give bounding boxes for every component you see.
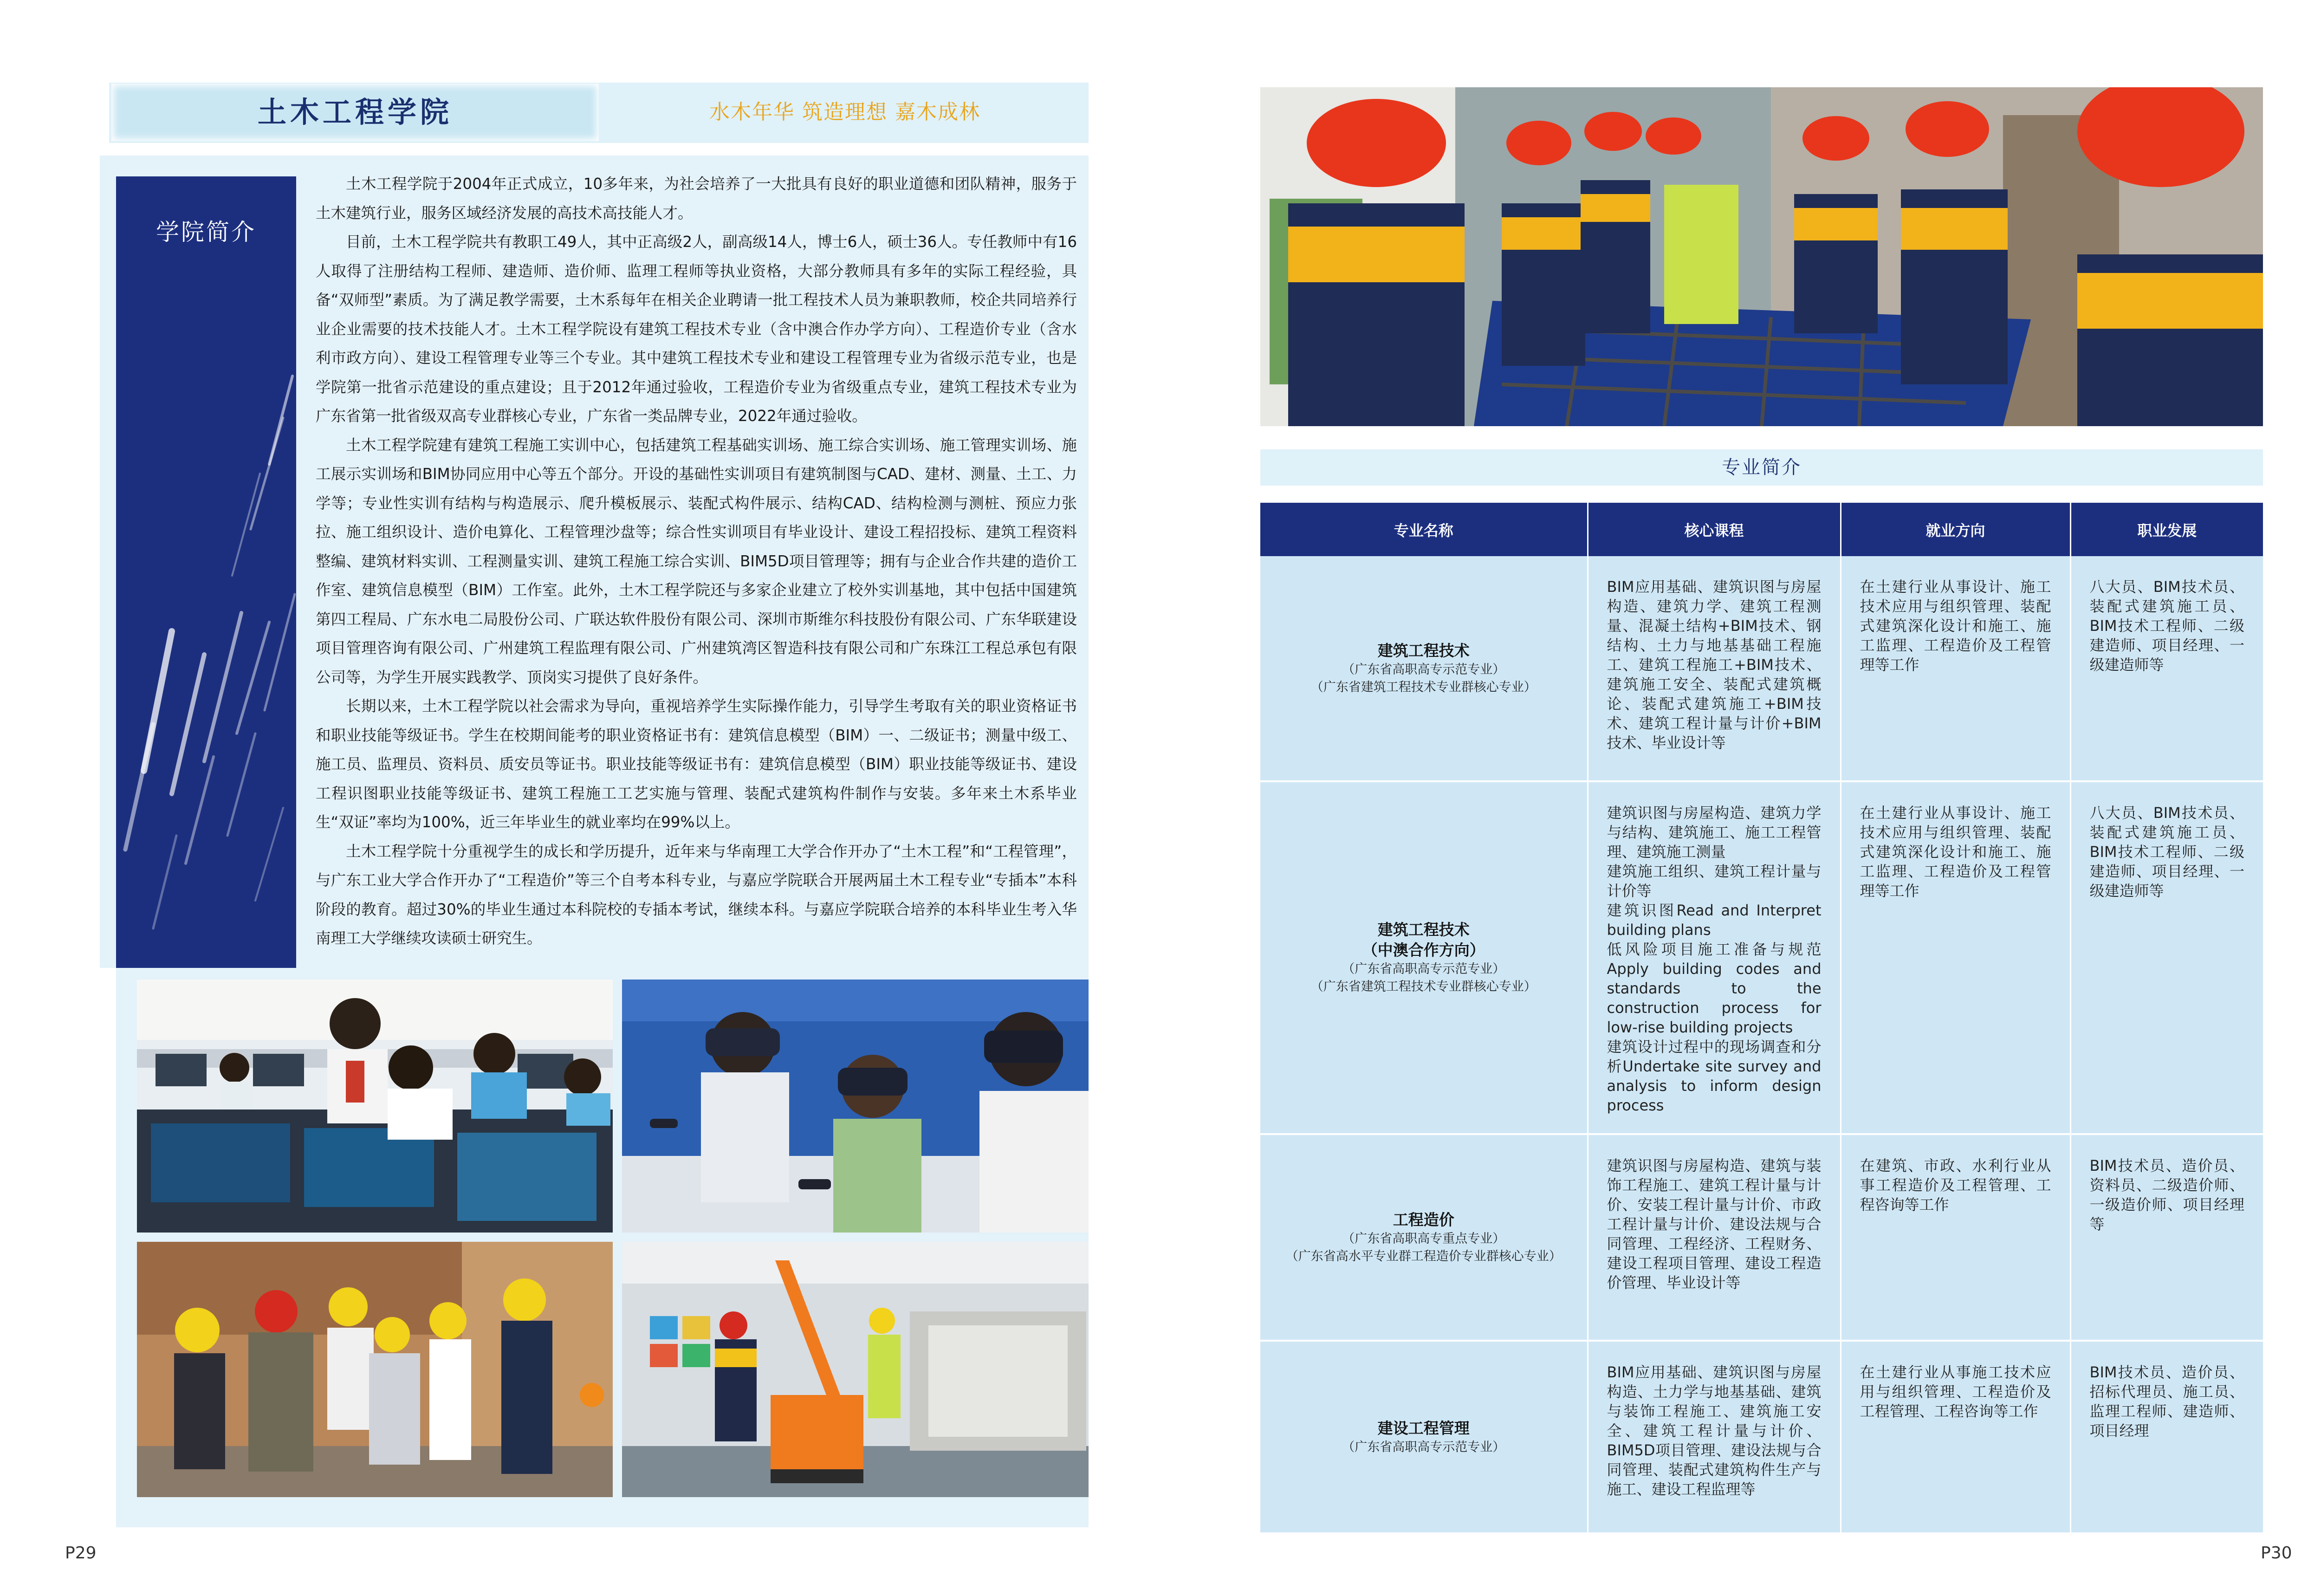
core-courses: 建筑施工组织、建筑工程计量与计价等 [1607,863,1822,900]
table-row [1260,556,2263,781]
major-note: （广东省建筑工程技术专业群核心专业） [1310,680,1537,694]
intro-paragraph: 土木工程学院十分重视学生的成长和学历提升，近年来与华南理工大学合作开办了“土木工程”和“工程管理”，与广东工业大学合作开办了“工程造价”等三个自考本科专业，与嘉应学院联合开展两届土木工程专业“专插本”本科阶段的教育。超过30%的毕业生通过本科院校的专插本考试，继续本科。与嘉应学院联合培养的本科毕业生考入华南理工大学继续攻读硕士研究生。 [316,842,1077,947]
intro-paragraph: 目前，土木工程学院共有教职工49人，其中正高级2人，副高级14人，博士6人，硕士36人。专任教师中有16人取得了注册结构工程师、建造师、造价师、监理工程师等执业资格，大部分教师具有多年的实际工程经验，具备“双师型”素质。为了满足教学需要，土木系每年在相关企业聘请一批工程技术人员为兼职教师，校企共同培养行业企业需要的技术技能人才。土木工程学院设有建筑工程技术专业（含中澳合作办学方向）、工程造价专业（含水利市政方向）、建设工程管理专业等三个专业。其中建筑工程技术专业和建设工程管理专业为省级示范专业，也是学院第一批省示范建设的重点建设；且于2012年通过验收，工程造价专业为省级重点专业，建筑工程技术专业为广东省第一批省级双高专业群核心专业，广东省一类品牌专业，2022年通过验收。 [316,233,1077,425]
table-row [1260,1134,2263,1341]
majors-table [1260,503,2263,1534]
major-name: 工程造价 [1393,1210,1454,1229]
photo-vr-lab [622,980,1089,1233]
core-courses: BIM应用基础、建筑识图与房屋构造、建筑力学、建筑工程测量、混凝土结构+BIM技术、钢结构、土力与地基基础工程施工、建筑工程施工+BIM技术、建筑施工安全、装配式建筑概论、装配式建筑施工+BIM技术、建筑工程计量与计价+BIM技术、毕业设计等 [1607,578,1822,752]
career-cell: 八大员、BIM技术员、装配式建筑施工员、BIM技术工程师、二级建造师、项目经理、一级建造师等 [2070,781,2263,1134]
major-name: 建筑工程技术 [1377,921,1470,939]
core-courses: 建筑设计过程中的现场调查和分析Undertake site survey and analysis to inform design process [1607,1038,1822,1114]
employment-cell: 在土建行业从事设计、施工技术应用与组织管理、装配式建筑深化设计和施工、施工监理、工程造价及工程管理等工作 [1841,556,2070,781]
core-courses-cell [1588,1341,1841,1533]
photo-computer-lab [137,980,613,1233]
intro-text [316,169,1077,959]
core-courses-cell [1588,781,1841,1134]
core-courses: 建筑识图Read and Interpret building plans [1607,902,1822,939]
intro-paragraph: 长期以来，土木工程学院以社会需求为导向，重视培养学生实际操作能力，引导学生考取有关的职业资格证书和职业技能等级证书。学生在校期间能考的职业资格证书有：建筑信息模型（BIM）一、二级证书；测量中级工、施工员、监理员、资料员、质安员等证书。职业技能等级证书有：建筑信息模型（BIM）职业技能等级证书、建设工程识图职业技能等级证书、建筑工程施工工艺实施与管理、装配式建筑构件制作与安装。多年来土木系毕业生“双证”率均为100%，近三年毕业生的就业率均在99%以上。 [316,697,1077,831]
core-courses-cell [1588,556,1841,781]
major-note: （广东省建筑工程技术专业群核心专业） [1310,980,1537,994]
table-header-row [1260,503,2263,556]
photo-site-visit [137,1242,613,1497]
core-courses-cell [1588,1134,1841,1341]
photo-training-hall [622,1242,1089,1497]
core-courses: BIM应用基础、建筑识图与房屋构造、土力学与地基基础、建筑与装饰工程施工、建筑施工安全、建筑工程计量与计价、BIM5D项目管理、建设法规与合同管理、装配式建筑构件生产与施工、建设工程监理等 [1607,1363,1822,1498]
core-courses: 建筑识图与房屋构造、建筑与装饰工程施工、建筑工程计量与计价、安装工程计量与计价、市政工程计量与计价、建设法规与合同管理、工程经济、工程财务、建设工程项目管理、建设工程造价管理、毕业设计等 [1607,1157,1822,1291]
major-name-cell [1260,1341,1588,1533]
college-slogan: 水木年华 筑造理想 嘉木成林 [709,100,980,124]
section-heading-majors: 专业简介 [1722,457,1802,478]
employment-cell: 在土建行业从事设计、施工技术应用与组织管理、装配式建筑深化设计和施工、施工监理、工程造价及工程管理等工作 [1841,781,2070,1134]
section-label-intro: 学院简介 [156,219,256,246]
major-name: 建设工程管理 [1377,1419,1470,1437]
major-note: （广东省高职高专示范专业） [1342,962,1505,976]
major-name-cell [1260,781,1588,1134]
column-header: 就业方向 [1841,503,2070,556]
employment-cell: 在土建行业从事施工技术应用与组织管理、工程造价及工程管理、工程咨询等工作 [1841,1341,2070,1533]
career-cell: 八大员、BIM技术员、装配式建筑施工员、BIM技术工程师、二级建造师、项目经理、一级建造师等 [2070,556,2263,781]
major-name: 建筑工程技术 [1377,641,1470,660]
major-note: （广东省高职高专示范专业） [1342,1440,1505,1454]
major-name-cell [1260,556,1588,781]
major-name-direction: （中澳合作方向） [1362,941,1485,959]
major-note: （广东省高职高专示范专业） [1342,662,1505,677]
page-number-left: P29 [65,1544,97,1563]
core-courses: 建筑识图与房屋构造、建筑力学与结构、建筑施工、施工工程管理、建筑施工测量 [1607,804,1822,861]
core-courses: 低风险项目施工准备与规范Apply building codes and standards to the construction process for low-rise building projects [1607,941,1822,1036]
intro-paragraph: 土木工程学院于2004年正式成立，10多年来，为社会培养了一大批具有良好的职业道德和团队精神，服务于土木建筑行业，服务区域经济发展的高技术高技能人才。 [316,175,1077,222]
career-cell: BIM技术员、造价员、招标代理员、施工员、监理工程师、建造师、项目经理 [2070,1341,2263,1533]
major-note: （广东省高职高专重点专业） [1342,1231,1505,1246]
major-note: （广东省高水平专业群工程造价专业群核心专业） [1285,1249,1562,1264]
career-cell: BIM技术员、造价员、资料员、二级造价师、一级造价师、项目经理等 [2070,1134,2263,1341]
college-title: 土木工程学院 [257,95,453,129]
table-row [1260,781,2263,1134]
photo-rebar-training [1260,87,2263,426]
employment-cell: 在建筑、市政、水利行业从事工程造价及工程管理、工程咨询等工作 [1841,1134,2070,1341]
column-header: 专业名称 [1260,503,1588,556]
column-header: 职业发展 [2070,503,2263,556]
table-row [1260,1341,2263,1533]
column-header: 核心课程 [1588,503,1841,556]
page-number-right: P30 [2261,1544,2292,1563]
major-name-cell [1260,1134,1588,1341]
intro-paragraph: 土木工程学院建有建筑工程施工实训中心，包括建筑工程基础实训场、施工综合实训场、施工管理实训场、施工展示实训场和BIM协同应用中心等五个部分。开设的基础性实训项目有建筑制图与CAD、建材、测量、土工、力学等；专业性实训有结构与构造展示、爬升模板展示、装配式构件展示、结构CAD、结构检测与测桩、预应力张拉、施工组织设计、造价电算化、工程管理沙盘等；综合性实训项目有毕业设计、建设工程招投标、建筑工程资料整编、建筑材料实训、工程测量实训、建筑工程施工综合实训、BIM5D项目管理等；拥有与企业合作共建的造价工作室、建筑信息模型（BIM）工作室。此外，土木工程学院还与多家企业建立了校外实训基地，其中包括中国建筑第四工程局、广东水电二局股份公司、广联达软件股份有限公司、深圳市斯维尔科技股份有限公司、广东华联建设项目管理咨询有限公司、广州建筑工程监理有限公司、广州建筑湾区智造科技有限公司和广东珠江工程总承包有限公司等，为学生开展实践教学、顶岗实习提供了良好条件。 [316,436,1077,686]
